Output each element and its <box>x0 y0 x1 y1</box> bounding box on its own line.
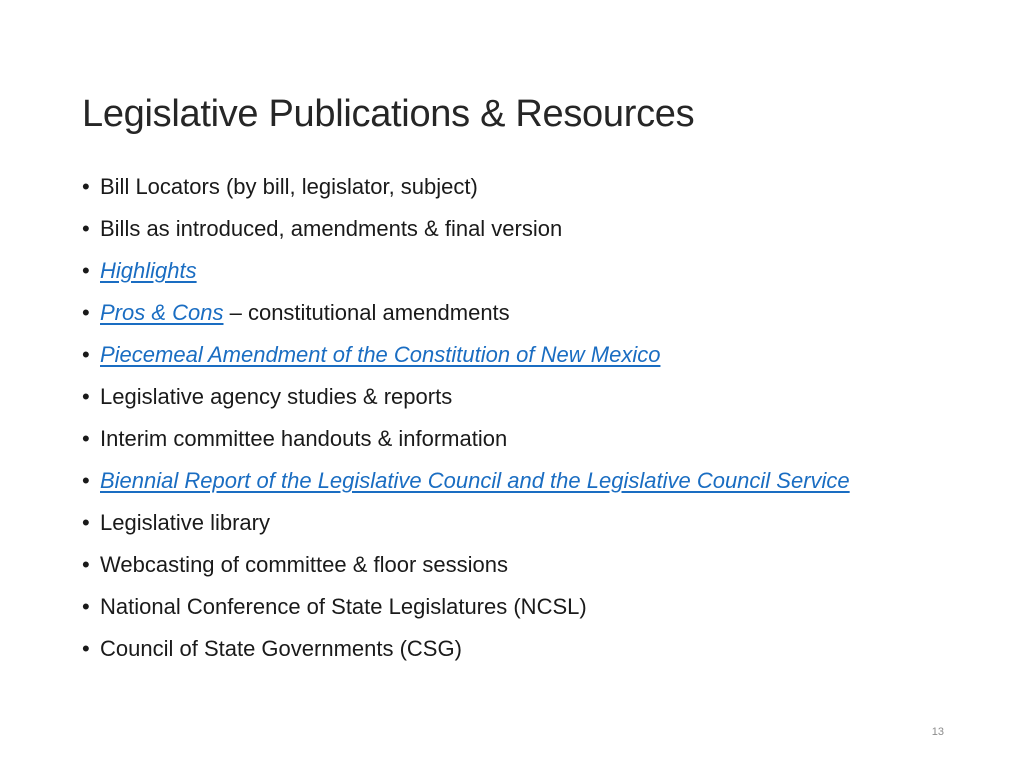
list-item <box>82 591 902 622</box>
bullet-text-agency-studies: Legislative agency studies & reports <box>100 384 453 409</box>
list-item <box>82 507 902 538</box>
link-pros-cons[interactable]: Pros & Cons <box>100 300 224 325</box>
list-item <box>82 297 902 328</box>
page-number: 13 <box>931 726 944 738</box>
bullet-text-legislative-library: Legislative library <box>100 510 270 535</box>
bullet-icon: • <box>82 258 90 283</box>
bullet-text-csg: Council of State Governments (CSG) <box>100 636 462 661</box>
bullet-icon: • <box>82 342 90 367</box>
bullet-list <box>82 171 902 675</box>
bullet-icon: • <box>82 636 90 661</box>
list-item <box>82 423 902 454</box>
bullet-icon: • <box>82 426 90 451</box>
list-item <box>82 465 902 496</box>
bullet-icon: • <box>82 216 90 241</box>
list-item <box>82 171 902 202</box>
bullet-text-webcasting: Webcasting of committee & floor sessions <box>100 552 508 577</box>
list-item <box>82 633 902 664</box>
list-item <box>82 339 902 370</box>
slide-title: Legislative Publications & Resources <box>82 93 695 135</box>
bullet-icon: • <box>82 552 90 577</box>
bullet-text-constitutional-amendments: – constitutional amendments <box>223 300 510 325</box>
list-item <box>82 381 902 412</box>
link-highlights[interactable]: Highlights <box>100 258 197 283</box>
bullet-icon: • <box>82 510 90 535</box>
bullet-icon: • <box>82 594 90 619</box>
bullet-icon: • <box>82 174 90 199</box>
bullet-text-ncsl: National Conference of State Legislatures (NCSL) <box>100 594 587 619</box>
list-item <box>82 549 902 580</box>
bullet-icon: • <box>82 468 90 493</box>
list-item <box>82 255 902 286</box>
bullet-icon: • <box>82 300 90 325</box>
link-biennial-report[interactable]: Biennial Report of the Legislative Council and the Legislative Council Service <box>100 468 850 493</box>
bullet-text-bill-locators: Bill Locators (by bill, legislator, subject) <box>100 174 478 199</box>
bullet-text-interim-committee: Interim committee handouts & information <box>100 426 508 451</box>
link-piecemeal-amendment[interactable]: Piecemeal Amendment of the Constitution of New Mexico <box>100 342 661 367</box>
list-item <box>82 213 902 244</box>
bullet-icon: • <box>82 384 90 409</box>
bullet-text-bills-versions: Bills as introduced, amendments & final version <box>100 216 563 241</box>
